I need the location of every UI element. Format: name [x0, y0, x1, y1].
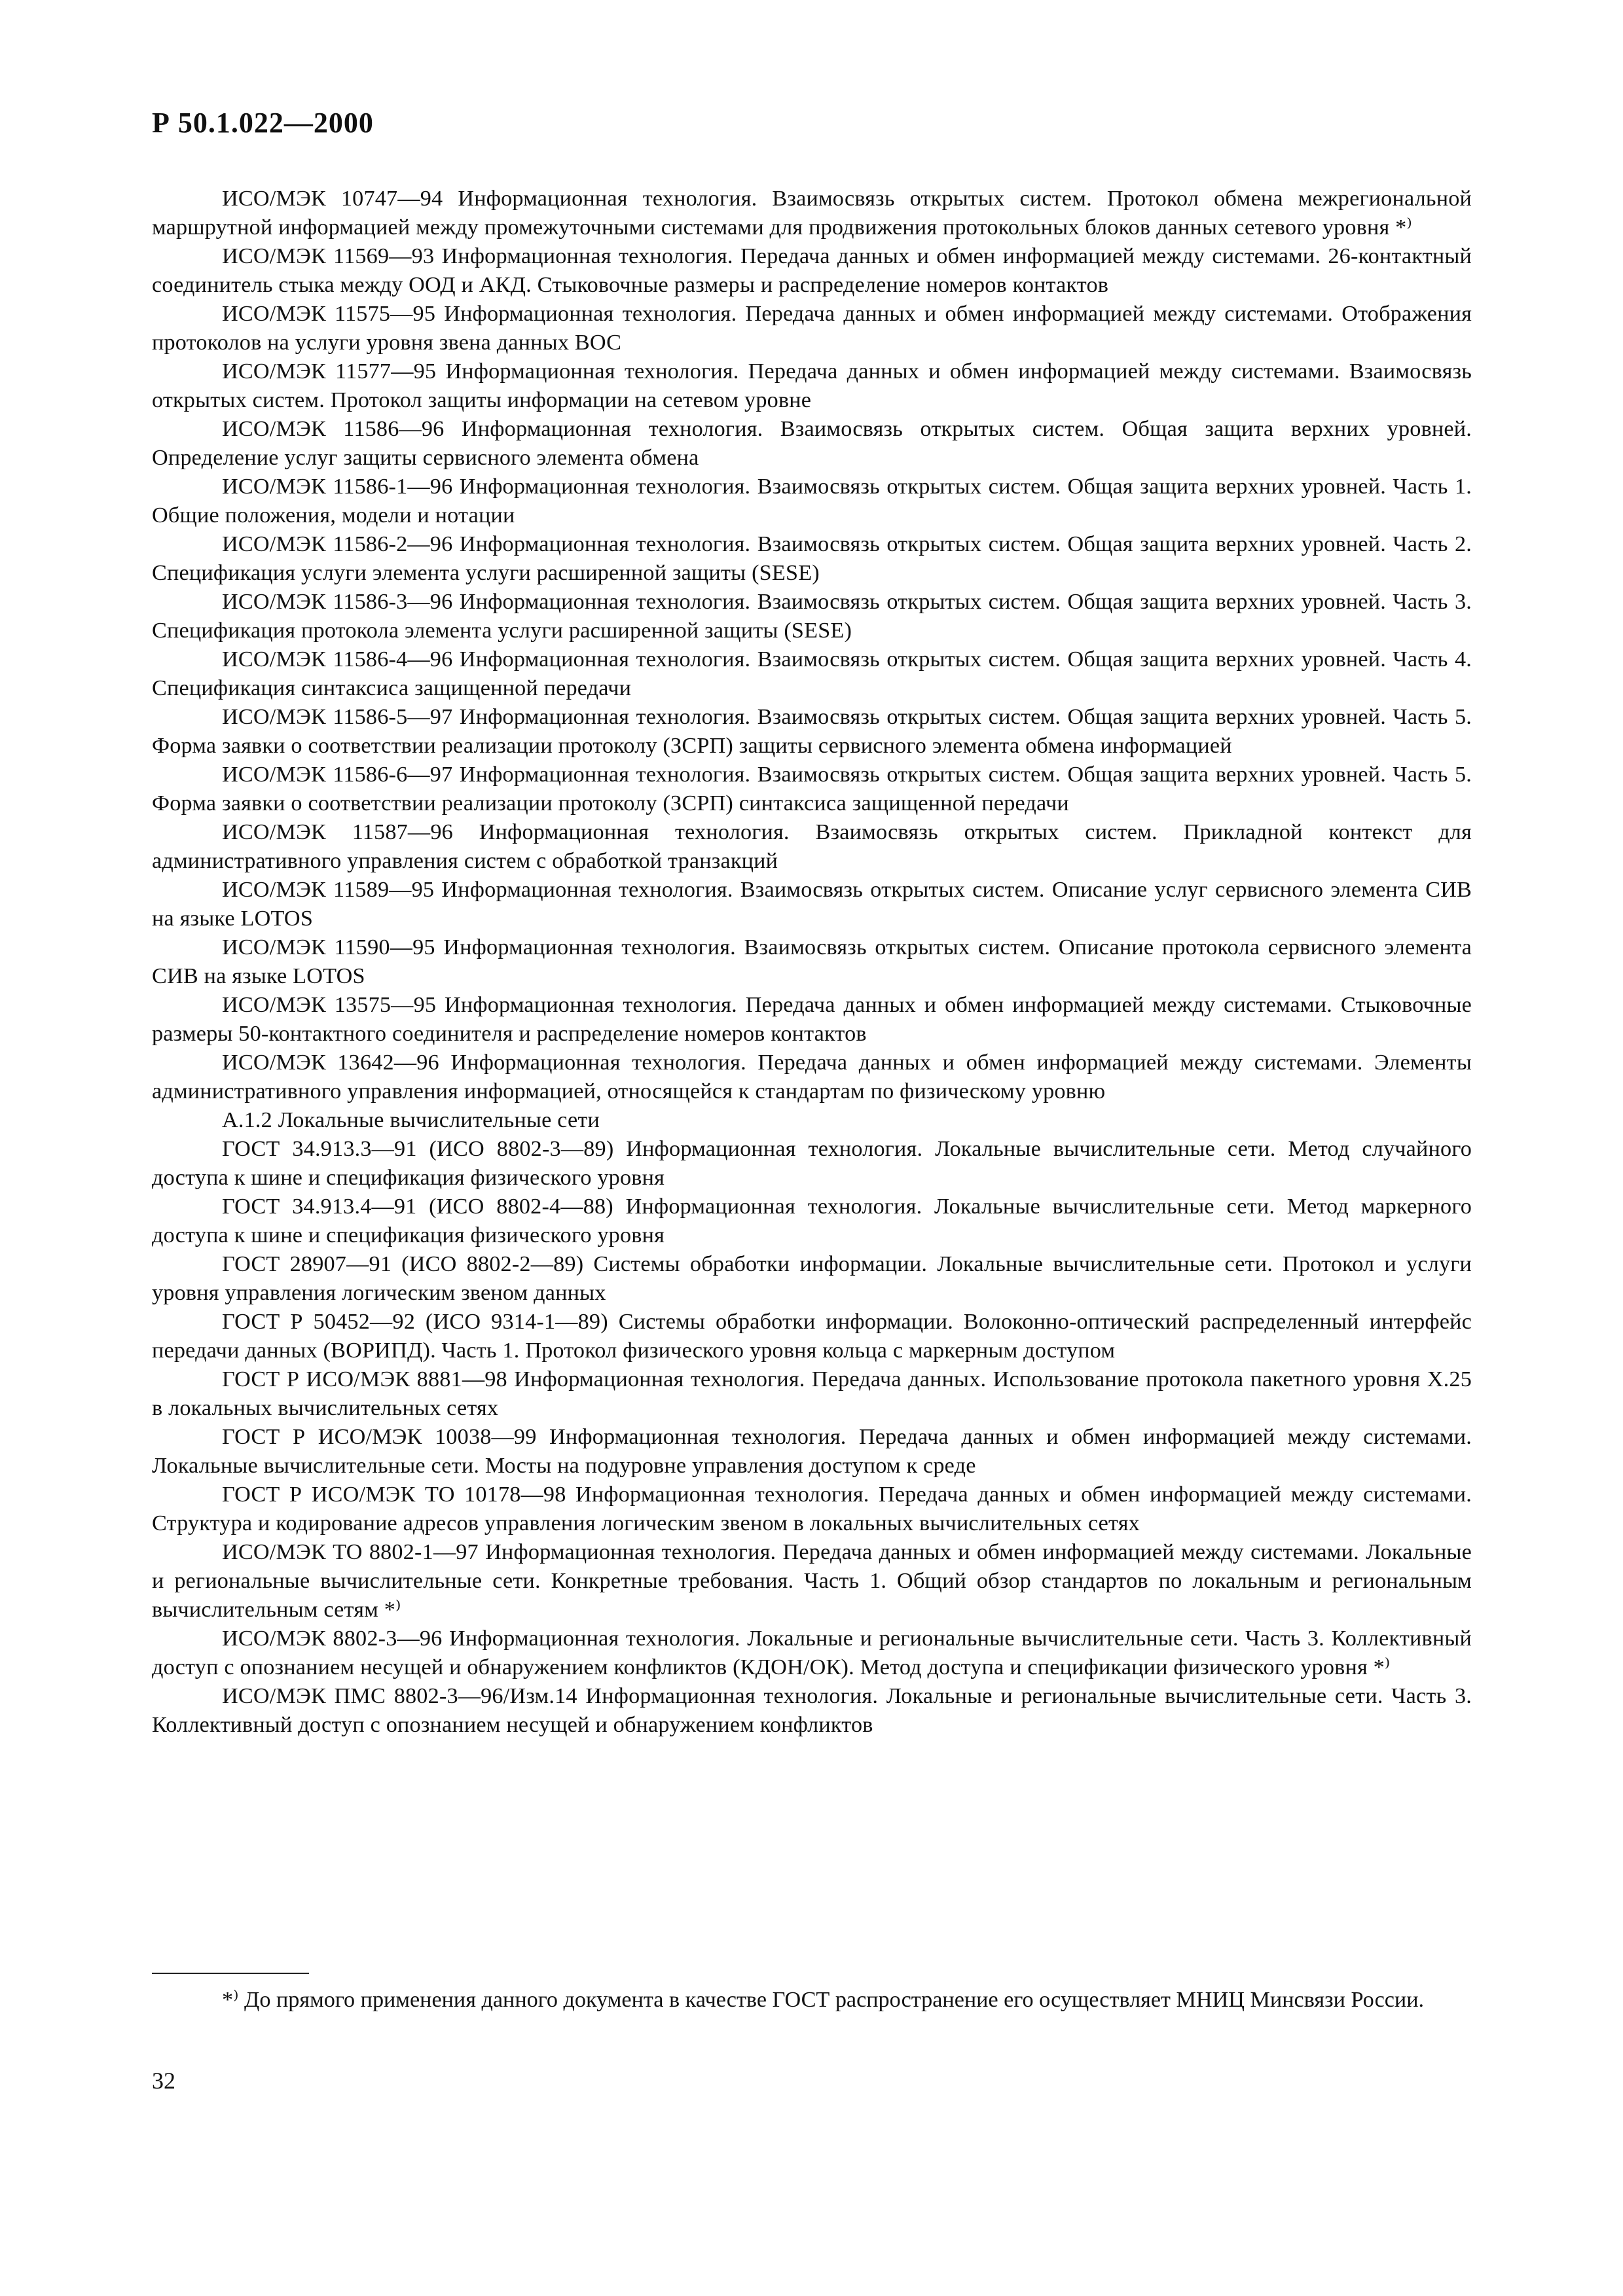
- reference-entry: ИСО/МЭК 11587—96 Информационная технология. Взаимосвязь открытых систем. Прикладной контекст для административного управления систем с обработкой транзакций: [152, 820, 1472, 873]
- reference-entry: ИСО/МЭК 11577—95 Информационная технология. Передача данных и обмен информацией между системами. Взаимосвязь открытых систем. Протокол защиты информации на сетевом уровне: [152, 359, 1472, 412]
- reference-entry: ИСО/МЭК ТО 8802-1—97 Информационная технология. Передача данных и обмен информацией между системами. Локальные и региональные вычислительные сети. Конкретные требования. Часть 1. Общий обзор стандартов по локальным и региональным вычислительным сетям *⁾: [152, 1540, 1472, 1622]
- reference-entry: ИСО/МЭК 11586-5—97 Информационная технология. Взаимосвязь открытых систем. Общая защита верхних уровней. Часть 5. Форма заявки о соответствии реализации протоколу (ЗСРП) защиты сервисного элемента обмена информацией: [152, 705, 1472, 758]
- reference-entry: ГОСТ 34.913.4—91 (ИСО 8802-4—88) Информационная технология. Локальные вычислительные сети. Метод маркерного доступа к шине и спецификация физического уровня: [152, 1194, 1472, 1247]
- reference-entry: ГОСТ Р ИСО/МЭК ТО 10178—98 Информационная технология. Передача данных и обмен информацией между системами. Структура и кодирование адресов управления логическим звеном в локальных вычислительных сетях: [152, 1482, 1472, 1535]
- reference-entry: ИСО/МЭК 13575—95 Информационная технология. Передача данных и обмен информацией между системами. Стыковочные размеры 50-контактного соединителя и распределение номеров контактов: [152, 993, 1472, 1046]
- reference-entry: ИСО/МЭК 11589—95 Информационная технология. Взаимосвязь открытых систем. Описание услуг сервисного элемента СИВ на языке LOTOS: [152, 878, 1472, 931]
- reference-entry: ИСО/МЭК 11586-1—96 Информационная технология. Взаимосвязь открытых систем. Общая защита верхних уровней. Часть 1. Общие положения, модели и нотации: [152, 475, 1472, 528]
- reference-entry: ГОСТ Р 50452—92 (ИСО 9314-1—89) Системы обработки информации. Волоконно-оптический распределенный интерфейс передачи данных (ВОРИПД). Часть 1. Протокол физического уровня кольца с маркерным доступом: [152, 1310, 1472, 1363]
- reference-entry: ИСО/МЭК 11586—96 Информационная технология. Взаимосвязь открытых систем. Общая защита верхних уровней. Определение услуг защиты сервисного элемента обмена: [152, 417, 1472, 470]
- reference-entry: ГОСТ 28907—91 (ИСО 8802-2—89) Системы обработки информации. Локальные вычислительные сети. Протокол и услуги уровня управления логическим звеном данных: [152, 1252, 1472, 1305]
- footnote: *⁾ До прямого применения данного документа в качестве ГОСТ распространение его осуществляет МНИЦ Минсвязи России.: [222, 1988, 1425, 2012]
- reference-entry: ИСО/МЭК 13642—96 Информационная технология. Передача данных и обмен информацией между системами. Элементы административного управления информацией, относящейся к стандартам по физическому уровню: [152, 1050, 1472, 1103]
- section-heading: А.1.2 Локальные вычислительные сети: [222, 1108, 600, 1132]
- reference-entry: ИСО/МЭК ПМС 8802-3—96/Изм.14 Информационная технология. Локальные и региональные вычислительные сети. Часть 3. Коллективный доступ с опознанием несущей и обнаружением конфликтов: [152, 1684, 1472, 1737]
- reference-entry: ГОСТ Р ИСО/МЭК 8881—98 Информационная технология. Передача данных. Использование протокола пакетного уровня X.25 в локальных вычислительных сетях: [152, 1367, 1472, 1420]
- reference-entry: ИСО/МЭК 8802-3—96 Информационная технология. Локальные и региональные вычислительные сети. Часть 3. Коллективный доступ с опознанием несущей и обнаружением конфликтов (КДОН/ОК). Метод доступа и спецификации физического уровня *⁾: [152, 1626, 1472, 1679]
- reference-entry: ИСО/МЭК 11586-4—96 Информационная технология. Взаимосвязь открытых систем. Общая защита верхних уровней. Часть 4. Спецификация синтаксиса защищенной передачи: [152, 647, 1472, 700]
- reference-entry: ГОСТ Р ИСО/МЭК 10038—99 Информационная технология. Передача данных и обмен информацией между системами. Локальные вычислительные сети. Мосты на подуровне управления доступом к среде: [152, 1425, 1472, 1478]
- reference-entry: ИСО/МЭК 11569—93 Информационная технология. Передача данных и обмен информацией между системами. 26-контактный соединитель стыка между ООД и АКД. Стыковочные размеры и распределение номеров контактов: [152, 244, 1472, 297]
- document-code-header: Р 50.1.022—2000: [152, 107, 374, 139]
- reference-entry: ИСО/МЭК 11575—95 Информационная технология. Передача данных и обмен информацией между системами. Отображения протоколов на услуги уровня звена данных ВОС: [152, 302, 1472, 355]
- page-number: 32: [152, 2068, 175, 2094]
- reference-list: [152, 185, 1472, 1740]
- reference-entry: ИСО/МЭК 10747—94 Информационная технология. Взаимосвязь открытых систем. Протокол обмена межрегиональной маршрутной информацией между промежуточными системами для продвижения протокольных блоков данных сетевого уровня *⁾: [152, 187, 1472, 240]
- reference-entry: ИСО/МЭК 11586-3—96 Информационная технология. Взаимосвязь открытых систем. Общая защита верхних уровней. Часть 3. Спецификация протокола элемента услуги расширенной защиты (SESE): [152, 590, 1472, 643]
- reference-entry: ИСО/МЭК 11586-6—97 Информационная технология. Взаимосвязь открытых систем. Общая защита верхних уровней. Часть 5. Форма заявки о соответствии реализации протоколу (ЗСРП) синтаксиса защищенной передачи: [152, 762, 1472, 816]
- reference-entry: ГОСТ 34.913.3—91 (ИСО 8802-3—89) Информационная технология. Локальные вычислительные сети. Метод случайного доступа к шине и спецификация физического уровня: [152, 1137, 1472, 1190]
- reference-entry: ИСО/МЭК 11586-2—96 Информационная технология. Взаимосвязь открытых систем. Общая защита верхних уровней. Часть 2. Спецификация услуги элемента услуги расширенной защиты (SESE): [152, 532, 1472, 585]
- footnote-divider: [152, 1973, 309, 1974]
- reference-entry: ИСО/МЭК 11590—95 Информационная технология. Взаимосвязь открытых систем. Описание протокола сервисного элемента СИВ на языке LOTOS: [152, 935, 1472, 988]
